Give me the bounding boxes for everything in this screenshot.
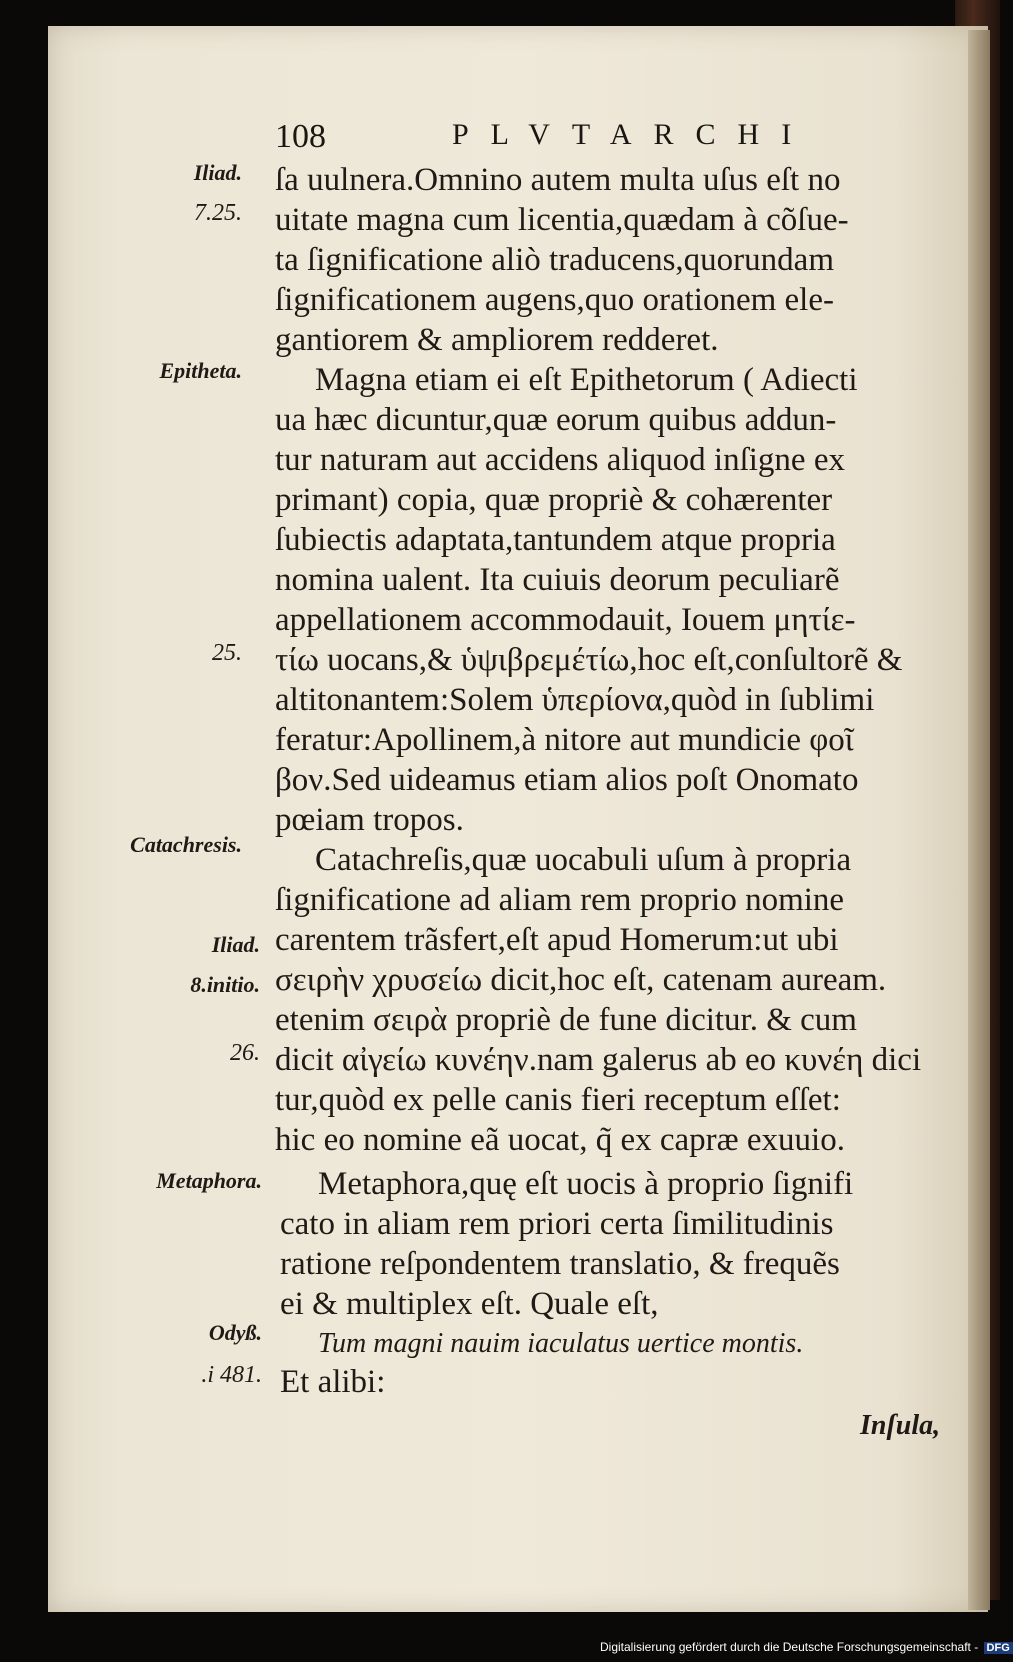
text-line: appellationem accommodauit, Iouem μητίε-	[275, 602, 856, 638]
text-line: σειρὴν χρυσείω dicit,hoc eſt, catenam auream.	[275, 962, 887, 998]
page-edge	[968, 30, 990, 1610]
text-line: ſa uulnera.Omnino autem multa uſus eſt no	[275, 162, 841, 198]
margin-note: 26.	[230, 1040, 260, 1066]
text-line: pœiam tropos.	[275, 802, 464, 838]
page-number: 108	[275, 118, 326, 155]
text-line: etenim σειρὰ propriè de fune dicitur. & cum	[275, 1002, 857, 1038]
digitization-credit	[600, 1640, 1013, 1654]
text-line: feratur:Apollinem,à nitore aut mundicie φοῖ	[275, 722, 854, 758]
running-title: PLVTARCHI	[452, 118, 814, 151]
text-line: ratione reſpondentem translatio, & frequẽs	[280, 1246, 840, 1282]
text-line: hic eo nomine eã uocat, q̃ ex capræ exuuio.	[275, 1122, 845, 1158]
text-line: Magna etiam ei eſt Epithetorum ( Adiecti	[315, 362, 858, 398]
text-line: cato in aliam rem priori certa ſimilitudinis	[280, 1206, 834, 1242]
text-line: βον.Sed uideamus etiam alios poſt Onomato	[275, 762, 859, 798]
text-line: ua hæc dicuntur,quæ eorum quibus addun-	[275, 402, 837, 438]
text-line: uitate magna cum licentia,quædam à cõſue-	[275, 202, 849, 238]
margin-note: 7.25.	[194, 200, 242, 226]
margin-note: .i 481.	[201, 1362, 262, 1388]
text-line: carentem trãsfert,eſt apud Homerum:ut ubi	[275, 922, 839, 958]
text-line: τίω uocans,& ὑψιβρεμέτίω,hoc eſt,conſultorẽ &	[275, 642, 903, 678]
text-line: altitonantem:Solem ὑπερίονα,quòd in ſublimi	[275, 682, 875, 718]
text-line: tur naturam aut accidens aliquod inſigne ex	[275, 442, 845, 478]
text-line: primant) copia, quæ propriè & cohærenter	[275, 482, 833, 518]
text-line: Et alibi:	[280, 1364, 386, 1400]
credit-text: Digitalisierung gefördert durch die Deutsche Forschungsgemeinschaft -	[600, 1640, 979, 1654]
margin-note: Iliad.	[211, 932, 260, 957]
margin-note: Iliad.	[193, 160, 242, 185]
text-line: dicit αἰγείω κυνέην.nam galerus ab eo κυνέη dici	[275, 1042, 922, 1078]
margin-note: Epitheta.	[159, 358, 242, 383]
margin-note: 8.initio.	[190, 972, 260, 997]
text-line: ei & multiplex eſt. Quale eſt,	[280, 1286, 659, 1322]
text-line: gantiorem & ampliorem redderet.	[275, 322, 719, 358]
text-line: Catachreſis,quæ uocabuli uſum à propria	[315, 842, 852, 878]
text-line: nomina ualent. Ita cuiuis deorum peculiarẽ	[275, 562, 840, 598]
text-line: ſubiectis adaptata,tantundem atque propria	[275, 522, 836, 558]
text-line: tur,quòd ex pelle canis fieri receptum eſſet:	[275, 1082, 841, 1118]
dfg-logo: DFG	[984, 1642, 1013, 1654]
catchword: Inſula,	[860, 1410, 941, 1441]
margin-note: Odyß.	[208, 1320, 262, 1345]
text-line: Metaphora,quę eſt uocis à proprio ſignifi	[318, 1166, 854, 1202]
text-line: ſignificatione ad aliam rem proprio nomine	[275, 882, 845, 918]
text-line: ſignificationem augens,quo orationem ele-	[275, 282, 834, 318]
text-line: ta ſignificatione aliò traducens,quorundam	[275, 242, 834, 278]
margin-note: Catachresis.	[130, 832, 242, 857]
margin-note: 25.	[212, 640, 242, 666]
margin-note: Metaphora.	[156, 1168, 262, 1193]
verse-line: Tum magni nauim iaculatus uertice montis.	[318, 1328, 804, 1359]
